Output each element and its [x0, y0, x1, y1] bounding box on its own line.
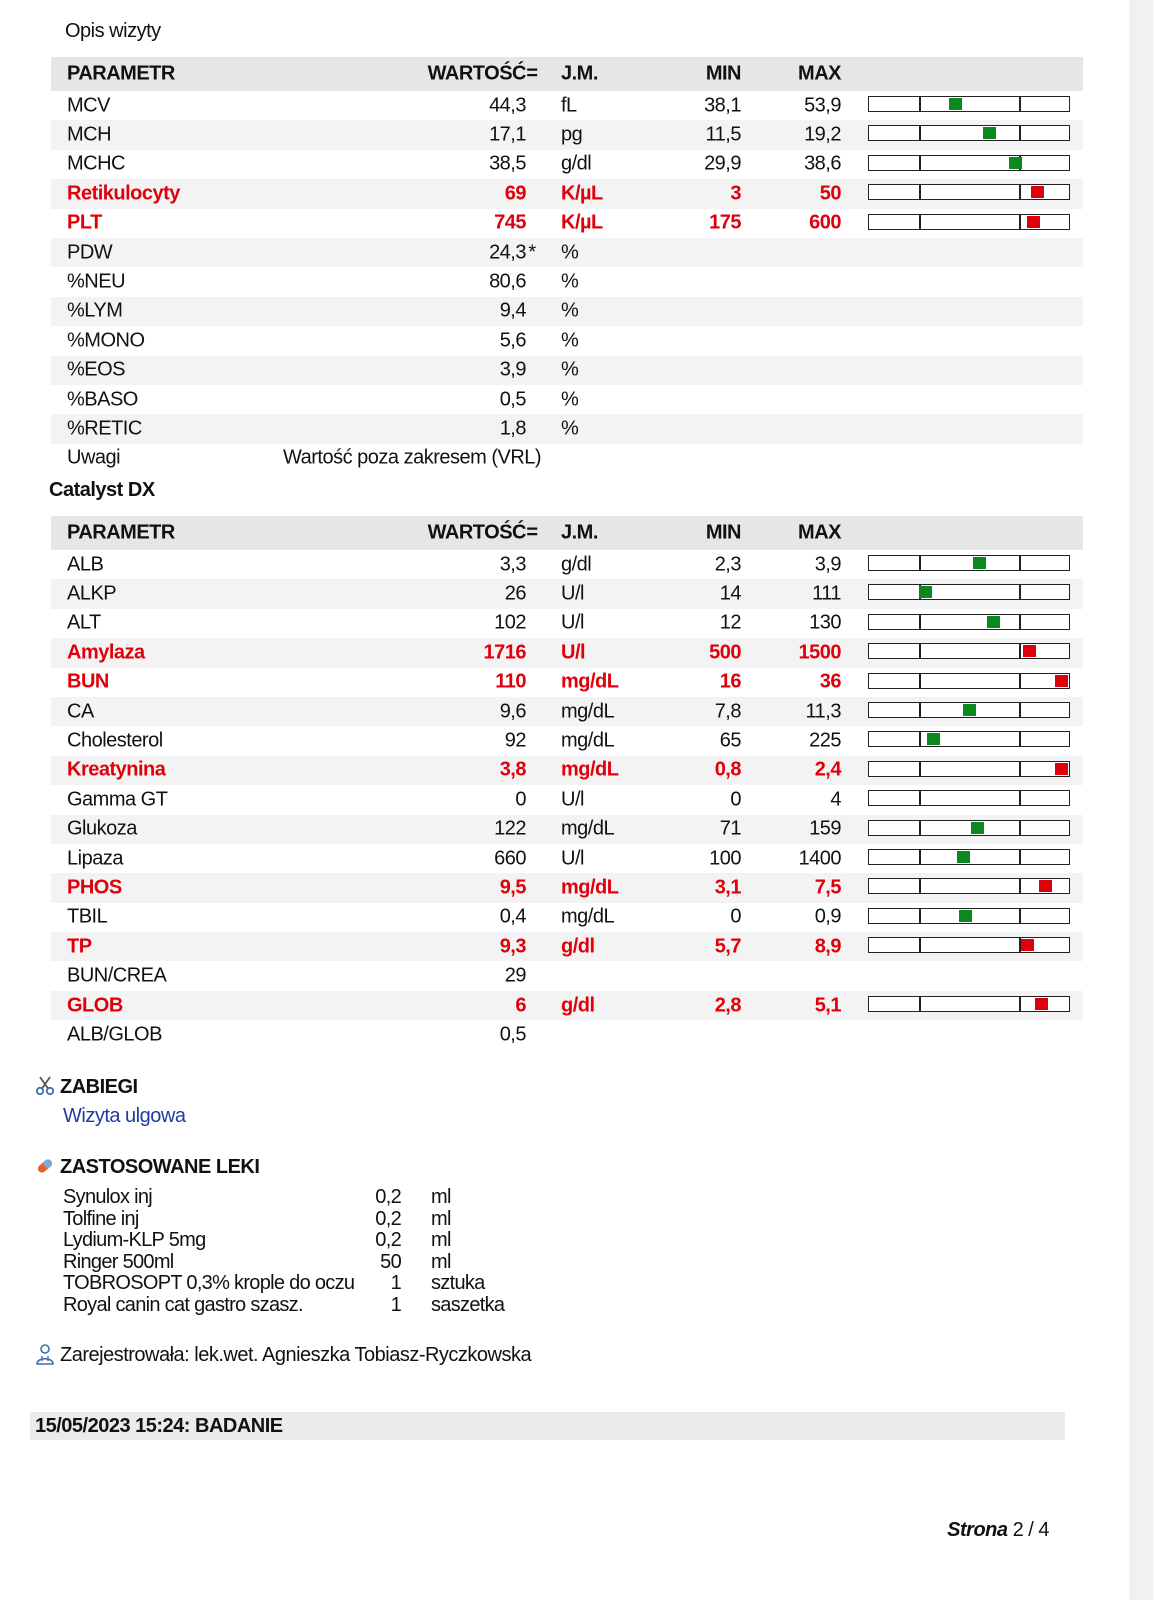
- row-param: Retikulocyty: [67, 182, 180, 205]
- table-row: [51, 844, 1083, 873]
- range-marker: [1009, 157, 1022, 169]
- row-max: 1500: [798, 641, 841, 664]
- table-row: [51, 209, 1083, 238]
- table-row: [51, 726, 1083, 755]
- table-row: [51, 579, 1083, 608]
- row-min: 175: [709, 211, 741, 234]
- row-min: 0: [730, 905, 741, 928]
- medication-name: Lydium-KLP 5mg: [63, 1229, 206, 1251]
- row-value: 24,3: [489, 241, 526, 264]
- row-min: 71: [719, 817, 741, 840]
- range-bar-tick: [1019, 732, 1021, 746]
- row-unit: pg: [561, 123, 583, 146]
- row-min: 500: [709, 641, 741, 664]
- range-bar: [868, 731, 1070, 747]
- row-max: 38,6: [804, 152, 841, 175]
- table-row: [51, 238, 1083, 267]
- row-max: 19,2: [804, 123, 841, 146]
- row-unit: U/l: [561, 582, 584, 605]
- row-param: CA: [67, 700, 94, 723]
- range-marker: [987, 616, 1000, 628]
- row-value: 660: [494, 847, 526, 870]
- range-marker: [1055, 763, 1068, 775]
- range-bar-tick: [1019, 215, 1021, 229]
- table-row: [51, 267, 1083, 296]
- row-min: 16: [719, 670, 741, 693]
- row-max: 50: [819, 182, 841, 205]
- row-max: 11,3: [805, 700, 841, 723]
- row-min: 3: [730, 182, 741, 205]
- row-min: 11,5: [705, 123, 741, 146]
- range-bar-tick: [919, 674, 921, 688]
- range-marker: [973, 557, 986, 569]
- row-max: 1400: [798, 847, 841, 870]
- range-marker: [1021, 939, 1034, 951]
- row-min: 38,1: [704, 94, 741, 117]
- range-bar: [868, 125, 1070, 141]
- row-param: %LYM: [67, 299, 123, 322]
- page-total: / 4: [1028, 1519, 1049, 1541]
- row-unit: %: [561, 388, 579, 411]
- header-min: MIN: [705, 521, 741, 544]
- row-unit: U/l: [561, 788, 584, 811]
- row-max: 0,9: [814, 905, 841, 928]
- doctor-icon: [34, 1343, 56, 1365]
- table-row: [51, 903, 1083, 932]
- visit-description-title: Opis wizyty: [65, 20, 161, 42]
- row-param: PLT: [67, 211, 102, 234]
- row-param: %EOS: [67, 358, 126, 381]
- range-bar: [868, 614, 1070, 630]
- medication-unit: sztuka: [431, 1272, 485, 1294]
- range-bar: [868, 155, 1070, 171]
- row-max: 600: [809, 211, 841, 234]
- row-value: 745: [494, 211, 526, 234]
- row-value: 9,3: [499, 935, 526, 958]
- row-unit: U/l: [561, 847, 584, 870]
- table-row: [51, 991, 1083, 1020]
- row-param: MCHC: [67, 152, 125, 175]
- row-param: ALB: [67, 553, 104, 576]
- note-label: Uwagi: [67, 446, 121, 469]
- hematology-table: [51, 57, 1083, 473]
- table-row: [51, 609, 1083, 638]
- row-unit: mg/dL: [561, 876, 619, 899]
- range-bar-tick: [919, 732, 921, 746]
- procedures-title: ZABIEGI: [60, 1076, 138, 1098]
- range-marker: [959, 910, 972, 922]
- range-marker: [919, 586, 932, 598]
- row-param: Lipaza: [67, 847, 123, 870]
- medication-qty: 0,2: [375, 1207, 401, 1230]
- row-param: GLOB: [67, 994, 123, 1017]
- table-row: [51, 326, 1083, 355]
- medication-unit: ml: [431, 1229, 451, 1251]
- range-bar: [868, 96, 1070, 112]
- range-bar-tick: [919, 126, 921, 140]
- row-value: 122: [494, 817, 526, 840]
- row-param: MCV: [67, 94, 110, 117]
- range-bar: [868, 761, 1070, 777]
- range-marker: [927, 733, 940, 745]
- biochemistry-table: [51, 516, 1083, 1050]
- table-row: [51, 297, 1083, 326]
- row-unit: g/dl: [561, 152, 592, 175]
- table-row: [51, 873, 1083, 902]
- row-unit: mg/dL: [561, 729, 615, 752]
- row-value: 6: [515, 994, 526, 1017]
- table-row: [51, 414, 1083, 443]
- range-marker: [1027, 216, 1040, 228]
- row-param: ALT: [67, 611, 101, 634]
- row-unit: U/l: [561, 641, 586, 664]
- row-value: 29: [504, 964, 526, 987]
- medication-unit: ml: [431, 1250, 451, 1273]
- range-bar-tick: [919, 185, 921, 199]
- row-value: 92: [504, 729, 526, 752]
- row-max: 2,4: [814, 758, 841, 781]
- row-param: BUN: [67, 670, 109, 693]
- row-unit: mg/dL: [561, 817, 615, 840]
- range-marker: [971, 822, 984, 834]
- table-row: [51, 179, 1083, 208]
- row-unit: U/l: [561, 611, 584, 634]
- row-value: 3,3: [499, 553, 526, 576]
- medication-name: TOBROSOPT 0,3% krople do oczu: [63, 1272, 355, 1294]
- row-value: 3,8: [499, 758, 526, 781]
- row-param: %MONO: [67, 329, 145, 352]
- row-value: 69: [504, 182, 526, 205]
- row-min: 100: [709, 847, 741, 870]
- row-param: ALB/GLOB: [67, 1023, 162, 1046]
- range-bar: [868, 878, 1070, 894]
- row-value: 0: [515, 788, 526, 811]
- range-bar-tick: [1019, 556, 1021, 570]
- row-value: 44,3: [489, 94, 526, 117]
- row-max: 7,5: [814, 876, 841, 899]
- pill-icon: [34, 1155, 56, 1177]
- row-max: 5,1: [814, 994, 841, 1017]
- row-unit: %: [561, 358, 579, 381]
- table-row: [51, 961, 1083, 990]
- row-value: 26: [504, 582, 526, 605]
- row-max: 4: [830, 788, 841, 811]
- table-row: [51, 120, 1083, 149]
- range-marker: [957, 851, 970, 863]
- range-marker: [1031, 186, 1044, 198]
- medication-unit: ml: [431, 1207, 451, 1230]
- medication-qty: 1: [390, 1272, 401, 1294]
- row-value: 0,5: [499, 1023, 526, 1046]
- range-marker: [1035, 998, 1048, 1010]
- range-bar: [868, 184, 1070, 200]
- range-bar-tick: [1019, 126, 1021, 140]
- page-label: Strona: [947, 1519, 1008, 1541]
- range-bar: [868, 673, 1070, 689]
- row-value: 1716: [483, 641, 526, 664]
- range-bar-tick: [919, 762, 921, 776]
- range-bar-tick: [1019, 585, 1021, 599]
- medication-qty: 50: [380, 1250, 401, 1273]
- note-text: Wartość poza zakresem (VRL): [283, 446, 542, 469]
- medication-name: Ringer 500ml: [63, 1250, 174, 1273]
- row-min: 12: [719, 611, 741, 634]
- range-bar-tick: [1019, 615, 1021, 629]
- range-bar: [868, 849, 1070, 865]
- row-unit: mg/dL: [561, 758, 619, 781]
- page-edge-band: [1129, 0, 1153, 1600]
- header-param: PARAMETR: [67, 62, 175, 85]
- range-bar-tick: [919, 215, 921, 229]
- medication-qty: 0,2: [375, 1229, 401, 1251]
- row-param: %BASO: [67, 388, 138, 411]
- page-indicator: [947, 1519, 1049, 1542]
- table-row: [51, 1020, 1083, 1049]
- row-param: Cholesterol: [67, 729, 163, 752]
- row-unit: %: [561, 417, 579, 440]
- row-max: 225: [809, 729, 841, 752]
- row-min: 3,1: [714, 876, 741, 899]
- row-unit: g/dl: [561, 935, 595, 958]
- row-value: 80,6: [489, 270, 526, 293]
- row-value: 1,8: [499, 417, 526, 440]
- row-max: 130: [809, 611, 841, 634]
- table-row: [51, 385, 1083, 414]
- row-unit: %: [561, 270, 579, 293]
- catalyst-section-title: Catalyst DX: [49, 479, 155, 501]
- range-marker: [983, 127, 996, 139]
- range-bar-tick: [1019, 703, 1021, 717]
- range-bar: [868, 996, 1070, 1012]
- range-marker: [963, 704, 976, 716]
- table-row: [51, 550, 1083, 579]
- range-bar: [868, 555, 1070, 571]
- row-unit: g/dl: [561, 994, 595, 1017]
- medication-unit: saszetka: [431, 1293, 505, 1316]
- medication-qty: 0,2: [375, 1186, 401, 1208]
- range-bar-tick: [1019, 644, 1021, 658]
- row-param: TP: [67, 935, 92, 958]
- range-bar-tick: [919, 644, 921, 658]
- row-unit: g/dl: [561, 553, 592, 576]
- table-row: [51, 785, 1083, 814]
- row-unit: fL: [561, 94, 577, 117]
- range-bar-tick: [919, 821, 921, 835]
- row-value: 0,5: [499, 388, 526, 411]
- range-marker: [949, 98, 962, 110]
- row-value: 102: [494, 611, 526, 634]
- table-row: [51, 638, 1083, 667]
- table-row: [51, 756, 1083, 785]
- row-value: 5,6: [499, 329, 526, 352]
- medication-qty: 1: [390, 1293, 401, 1316]
- range-marker: [1039, 880, 1052, 892]
- range-bar-tick: [919, 909, 921, 923]
- table-row: [51, 932, 1083, 961]
- row-param: TBIL: [67, 905, 108, 928]
- range-bar-tick: [1019, 879, 1021, 893]
- medication-name: Synulox inj: [63, 1186, 153, 1208]
- row-max: 8,9: [814, 935, 841, 958]
- row-max: 53,9: [804, 94, 841, 117]
- row-max: 36: [819, 670, 841, 693]
- table-row: [51, 697, 1083, 726]
- range-bar-tick: [1019, 909, 1021, 923]
- range-bar: [868, 908, 1070, 924]
- row-min: 65: [719, 729, 741, 752]
- row-param: Amylaza: [67, 641, 145, 664]
- row-param: BUN/CREA: [67, 964, 167, 987]
- row-unit: mg/dL: [561, 700, 615, 723]
- row-min: 0,8: [714, 758, 741, 781]
- range-bar-tick: [919, 703, 921, 717]
- range-bar: [868, 937, 1070, 953]
- row-value: 3,9: [499, 358, 526, 381]
- medication-name: Tolfine inj: [63, 1207, 139, 1230]
- row-value: 38,5: [489, 152, 526, 175]
- row-unit: %: [561, 299, 579, 322]
- range-bar-tick: [919, 556, 921, 570]
- row-max: 159: [809, 817, 841, 840]
- scissors-icon: [34, 1075, 56, 1097]
- range-bar-tick: [1019, 997, 1021, 1011]
- row-min: 29,9: [704, 152, 741, 175]
- note-row: [51, 444, 1083, 473]
- row-value: 9,5: [499, 876, 526, 899]
- procedure-link[interactable]: Wizyta ulgowa: [63, 1105, 186, 1127]
- range-bar: [868, 702, 1070, 718]
- range-bar: [868, 820, 1070, 836]
- header-unit: J.M.: [561, 62, 598, 85]
- row-value: 110: [495, 670, 526, 693]
- row-param: MCH: [67, 123, 112, 146]
- row-min: 2,3: [714, 553, 741, 576]
- range-bar: [868, 214, 1070, 230]
- medication-unit: ml: [431, 1186, 451, 1208]
- medication-name: Royal canin cat gastro szasz.: [63, 1293, 303, 1316]
- table-row: [51, 150, 1083, 179]
- range-bar-tick: [1019, 791, 1021, 805]
- range-bar-tick: [1019, 850, 1021, 864]
- row-param: PDW: [67, 241, 113, 264]
- header-value: WARTOŚĆ: [427, 62, 526, 85]
- row-unit: mg/dL: [561, 905, 615, 928]
- row-unit: K/µL: [561, 182, 603, 205]
- range-bar-tick: [1019, 821, 1021, 835]
- table-row: [51, 668, 1083, 697]
- row-value: 9,6: [499, 700, 526, 723]
- row-param: Kreatynina: [67, 758, 166, 781]
- range-bar-tick: [1019, 762, 1021, 776]
- table-row: [51, 815, 1083, 844]
- header-min: MIN: [705, 62, 741, 85]
- row-value: 9,4: [499, 299, 526, 322]
- row-param: Gamma GT: [67, 788, 168, 811]
- range-marker: [1023, 645, 1036, 657]
- row-unit: K/µL: [561, 211, 603, 234]
- header-param: PARAMETR: [67, 521, 175, 544]
- header-unit: J.M.: [561, 521, 598, 544]
- range-bar-tick: [1019, 674, 1021, 688]
- row-min: 5,7: [714, 935, 741, 958]
- range-bar-tick: [919, 938, 921, 952]
- row-param: %RETIC: [67, 417, 142, 440]
- range-bar-tick: [919, 156, 921, 170]
- range-bar-tick: [1019, 185, 1021, 199]
- range-bar-tick: [919, 997, 921, 1011]
- header-max: MAX: [798, 62, 841, 85]
- row-min: 7,8: [714, 700, 741, 723]
- row-unit: mg/dL: [561, 670, 619, 693]
- row-param: ALKP: [67, 582, 117, 605]
- header-flag: =: [526, 62, 538, 85]
- page-current: 2: [1012, 1519, 1024, 1541]
- row-max: 111: [812, 582, 841, 605]
- range-bar: [868, 643, 1070, 659]
- row-unit: %: [561, 241, 579, 264]
- row-param: %NEU: [67, 270, 126, 293]
- range-bar: [868, 584, 1070, 600]
- row-flag: *: [528, 241, 536, 264]
- header-flag: =: [526, 521, 538, 544]
- row-min: 2,8: [714, 994, 741, 1017]
- range-bar-tick: [919, 850, 921, 864]
- row-value: 0,4: [499, 905, 526, 928]
- registered-by: Zarejestrowała: lek.wet. Agnieszka Tobiasz-Ryczkowska: [60, 1344, 532, 1366]
- header-max: MAX: [798, 521, 841, 544]
- table-row: [51, 91, 1083, 120]
- row-unit: %: [561, 329, 579, 352]
- medications-title: ZASTOSOWANE LEKI: [60, 1156, 260, 1178]
- row-param: PHOS: [67, 876, 122, 899]
- header-value: WARTOŚĆ: [427, 521, 526, 544]
- row-min: 14: [719, 582, 741, 605]
- table-header-row: [51, 57, 1083, 91]
- visit-header-band: [30, 1412, 1065, 1440]
- row-min: 0: [730, 788, 741, 811]
- row-value: 17,1: [489, 123, 526, 146]
- table-row: [51, 356, 1083, 385]
- range-bar-tick: [919, 615, 921, 629]
- range-bar-tick: [919, 879, 921, 893]
- range-bar: [868, 790, 1070, 806]
- range-bar-tick: [919, 791, 921, 805]
- row-param: Glukoza: [67, 817, 137, 840]
- range-bar-tick: [919, 97, 921, 111]
- range-bar-tick: [1019, 97, 1021, 111]
- range-marker: [1055, 675, 1068, 687]
- table-header-row: [51, 516, 1083, 550]
- row-max: 3,9: [814, 553, 841, 576]
- visit-datetime-header: 15/05/2023 15:24: BADANIE: [35, 1415, 283, 1437]
